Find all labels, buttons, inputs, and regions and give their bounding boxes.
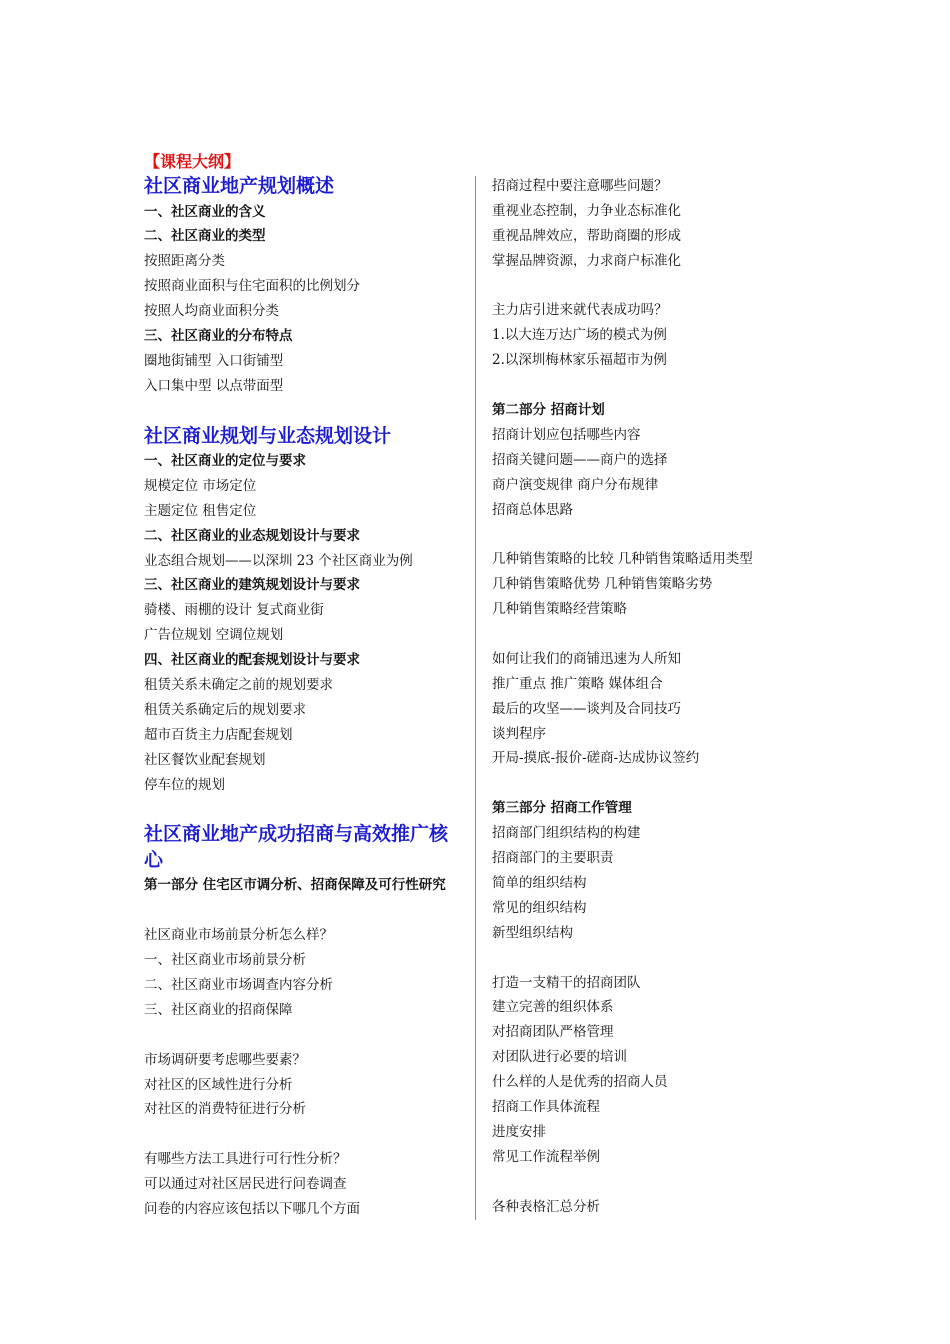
subsection-heading: 一、社区商业的定位与要求: [144, 453, 306, 470]
subsection-heading: 三、社区商业的分布特点: [144, 327, 293, 344]
outline-item: 开局-摸底-报价-磋商-达成协议签约: [492, 750, 700, 767]
blank-line: [492, 274, 822, 299]
blank-line: [492, 1170, 822, 1195]
outline-item: 入口集中型 以点带面型: [144, 377, 284, 394]
outline-item: 重视品牌效应，帮助商圈的形成: [492, 227, 681, 244]
outline-item: 掌握品牌资源，力求商户标准化: [492, 252, 681, 269]
outline-item: 什么样的人是优秀的招商人员: [492, 1074, 668, 1091]
outline-item: 对团队进行必要的培训: [492, 1049, 627, 1066]
outline-item: 简单的组织结构: [492, 874, 587, 891]
outline-item: 招商计划应包括哪些内容: [492, 426, 641, 443]
subsection-heading: 第二部分 招商计划: [492, 402, 605, 419]
outline-item: 租赁关系未确定之前的规划要求: [144, 677, 333, 694]
outline-item: 重视业态控制，力争业态标准化: [492, 202, 681, 219]
blank-line: [492, 771, 822, 796]
outline-item: 新型组织结构: [492, 924, 573, 941]
outline-item: 最后的攻坚——谈判及合同技巧: [492, 700, 681, 717]
blank-line: [144, 1023, 466, 1048]
outline-item: 规模定位 市场定位: [144, 477, 257, 494]
outline-item: 停车位的规划: [144, 776, 225, 793]
outline-label: 【课程大纲】: [144, 152, 241, 171]
outline-item: 对社区的区域性进行分析: [144, 1076, 293, 1093]
blank-line: [144, 399, 466, 424]
outline-item: 几种销售策略的比较 几种销售策略适用类型: [492, 551, 753, 568]
subsection-heading: 四、社区商业的配套规划设计与要求: [144, 652, 360, 669]
outline-item: 招商工作具体流程: [492, 1098, 600, 1115]
outline-item: 推广重点 推广策略 媒体组合: [492, 675, 663, 692]
outline-item: 业态组合规划——以深圳 23 个社区商业为例: [144, 552, 413, 569]
outline-item: 常见工作流程举例: [492, 1148, 600, 1165]
subsection-heading: 一、社区商业的含义: [144, 203, 266, 220]
outline-item: 问卷的内容应该包括以下哪几个方面: [144, 1200, 360, 1217]
blank-line: [144, 797, 466, 822]
outline-item: 对招商团队严格管理: [492, 1024, 614, 1041]
outline-item: 二、社区商业市场调查内容分析: [144, 976, 333, 993]
outline-item: 三、社区商业的招商保障: [144, 1001, 293, 1018]
outline-item: 社区餐饮业配套规划: [144, 751, 266, 768]
outline-item: 租赁关系确定后的规划要求: [144, 701, 306, 718]
outline-item: 招商过程中要注意哪些问题？: [492, 178, 668, 194]
section-heading: 社区商业地产规划概述: [144, 175, 335, 197]
blank-line: [492, 622, 822, 647]
outline-item: 1.以大连万达广场的模式为例: [492, 327, 667, 344]
outline-item: 一、社区商业市场前景分析: [144, 952, 306, 969]
outline-item: 按照距离分类: [144, 253, 225, 270]
left-column: [144, 174, 466, 1222]
blank-line: [144, 1122, 466, 1147]
right-column: [492, 174, 822, 1219]
outline-item: 商户演变规律 商户分布规律: [492, 476, 659, 493]
subsection-heading: 二、社区商业的业态规划设计与要求: [144, 527, 360, 544]
outline-item: 可以通过对社区居民进行问卷调查: [144, 1176, 347, 1193]
blank-line: [492, 946, 822, 971]
section-heading: 社区商业地产成功招商与高效推广核心: [144, 823, 449, 871]
outline-item: 如何让我们的商铺迅速为人所知: [492, 650, 681, 667]
outline-item: 圈地街铺型 入口街铺型: [144, 352, 284, 369]
outline-item: 招商总体思路: [492, 501, 573, 518]
blank-line: [492, 373, 822, 398]
subsection-heading: 二、社区商业的类型: [144, 228, 266, 245]
outline-item: 2.以深圳梅林家乐福超市为例: [492, 352, 667, 369]
outline-item: 招商部门的主要职责: [492, 850, 614, 867]
outline-item: 常见的组织结构: [492, 899, 587, 916]
outline-item: 主题定位 租售定位: [144, 502, 257, 519]
subsection-heading: 第一部分 住宅区市调分析、招商保障及可行性研究: [144, 877, 446, 894]
outline-item: 超市百货主力店配套规划: [144, 726, 293, 743]
column-divider: [475, 176, 476, 1220]
outline-item: 社区商业市场前景分析怎么样？: [144, 927, 333, 944]
section-heading: 社区商业规划与业态规划设计: [144, 424, 392, 447]
outline-item: 按照商业面积与住宅面积的比例划分: [144, 278, 360, 295]
outline-item: 广告位规划 空调位规划: [144, 627, 284, 644]
outline-item: 进度安排: [492, 1123, 546, 1140]
outline-item: 按照人均商业面积分类: [144, 303, 279, 320]
outline-item: 有哪些方法工具进行可行性分析？: [144, 1151, 347, 1168]
outline-item: 骑楼、雨棚的设计 复式商业街: [144, 602, 324, 619]
outline-item: 招商关键问题——商户的选择: [492, 451, 668, 468]
outline-item: 打造一支精干的招商团队: [492, 974, 641, 991]
outline-item: 对社区的消费特征进行分析: [144, 1101, 306, 1118]
subsection-heading: 三、社区商业的建筑规划设计与要求: [144, 577, 360, 594]
subsection-heading: 第三部分 招商工作管理: [492, 800, 632, 817]
outline-item: 谈判程序: [492, 725, 546, 742]
outline-item: 几种销售策略经营策略: [492, 601, 627, 618]
blank-line: [492, 522, 822, 547]
outline-item: 招商部门组织结构的构建: [492, 825, 641, 842]
outline-item: 建立完善的组织体系: [492, 999, 614, 1016]
outline-item: 各种表格汇总分析: [492, 1198, 600, 1215]
outline-item: 主力店引进来就代表成功吗？: [492, 302, 668, 319]
outline-item: 市场调研要考虑哪些要素？: [144, 1051, 306, 1068]
outline-item: 几种销售策略优势 几种销售策略劣势: [492, 576, 713, 593]
